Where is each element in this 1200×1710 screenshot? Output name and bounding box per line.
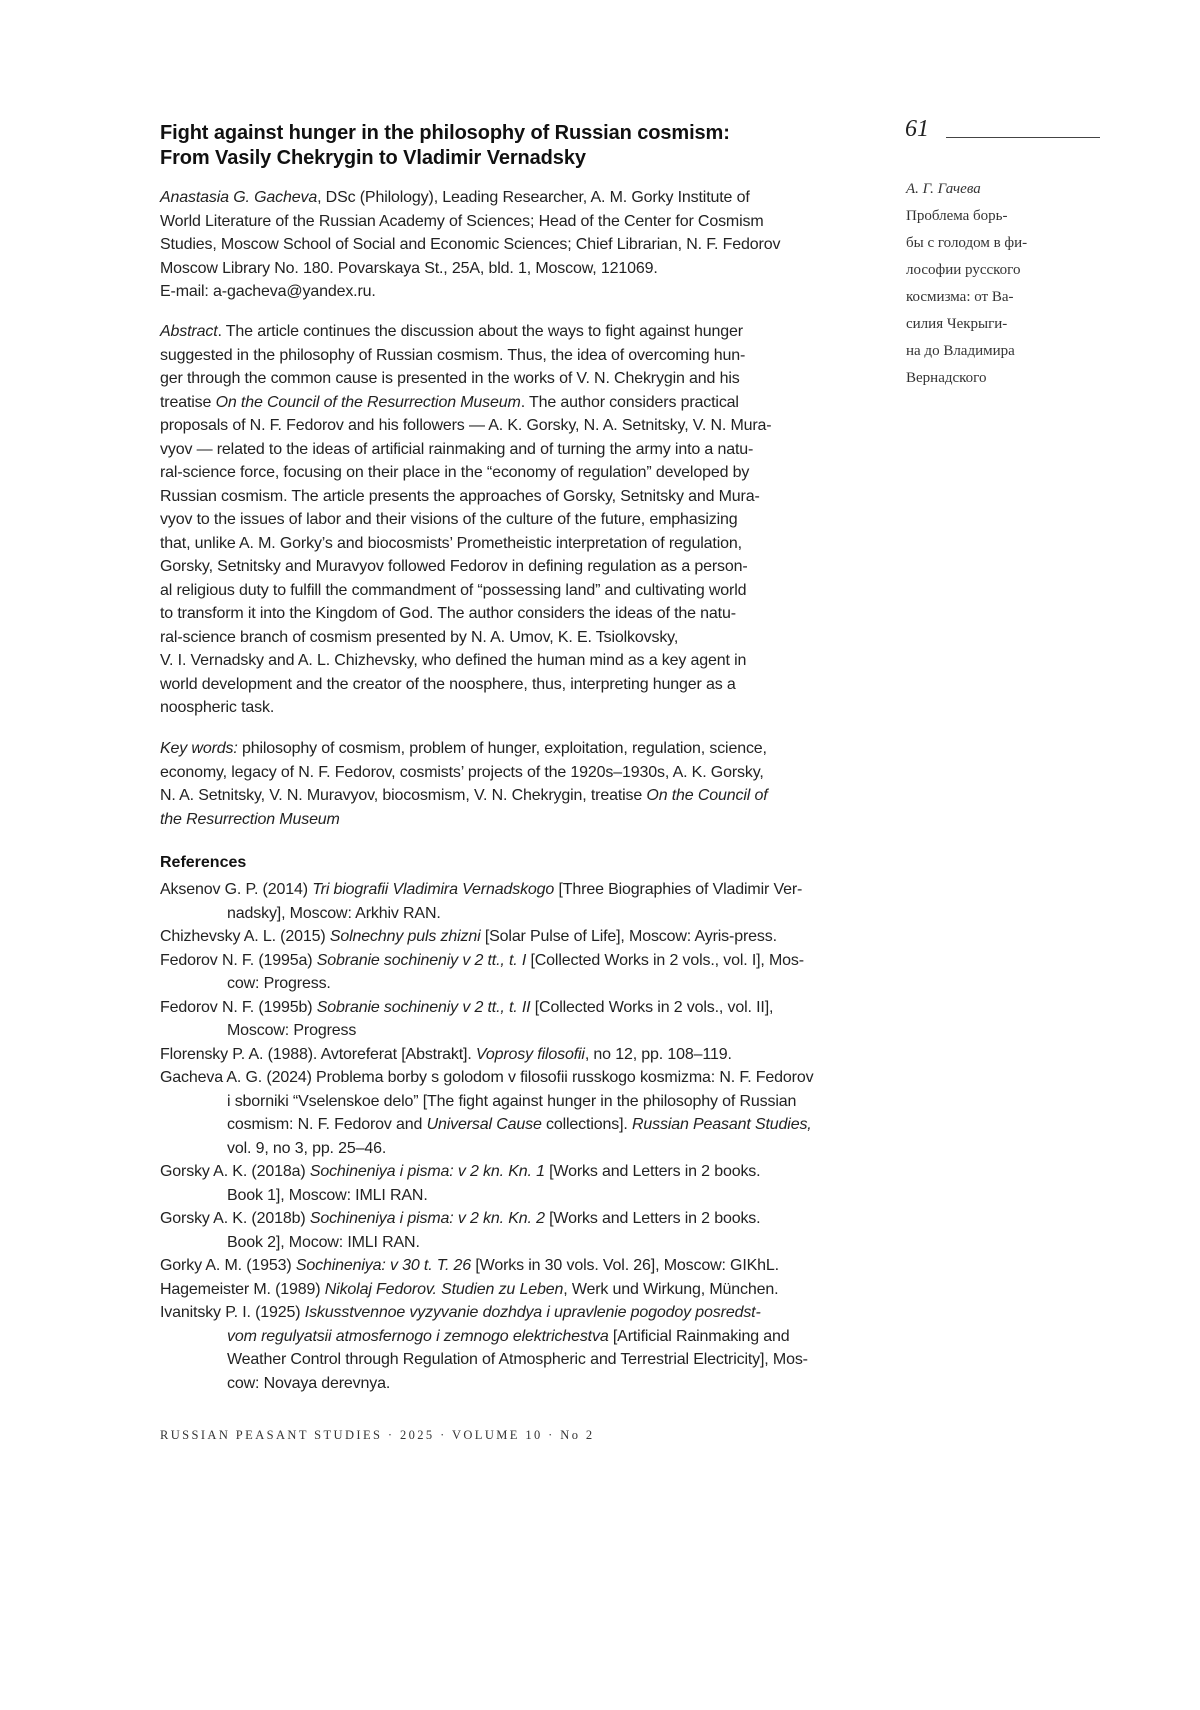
text: Russian cosmism. The article presents the approaches of Gorsky, Setnitsky and Mura- (160, 487, 760, 505)
text-line (160, 210, 890, 234)
text-line (160, 1254, 890, 1278)
text-line (160, 532, 890, 556)
text: Gacheva A. G. (2024) Problema borby s golodom v filosofii russkogo kosmizma: N. F. Fedorov (160, 1069, 814, 1086)
text-line (160, 414, 890, 438)
text: al religious duty to fulfill the commandment of “possessing land” and cultivating world (160, 581, 747, 599)
italic-text: On the Council of the Resurrection Museum (215, 393, 521, 411)
sidebar-title-line: космизма: от Ва- (906, 289, 1014, 305)
text: vyov — related to the ideas of artificial rainmaking and of turning the army into a natu- (160, 440, 754, 458)
text-line (160, 1348, 890, 1372)
text-line (160, 1113, 890, 1137)
text: vyov to the issues of labor and their visions of the culture of the future, emphasizing (160, 511, 738, 528)
journal-footer: RUSSIAN PEASANT STUDIES · 2025 · VOLUME 10 · No 2 (160, 1428, 595, 1442)
text: Fedorov N. F. (1995a) (160, 951, 317, 969)
text: Gorky A. M. (1953) (160, 1257, 296, 1274)
article-title (160, 121, 730, 171)
text: cosmism: N. F. Fedorov and (227, 1116, 427, 1133)
text: philosophy of cosmism, problem of hunger, exploitation, regulation, science, (237, 740, 767, 757)
text: Moscow: Progress (227, 1022, 357, 1039)
text-line (160, 1372, 890, 1396)
text-line (160, 1231, 890, 1255)
text-line (160, 1184, 890, 1208)
text-line (160, 626, 890, 650)
text-line (160, 280, 890, 304)
text: that, unlike A. M. Gorky’s and biocosmists’ Prometheistic interpretation of regulation, (160, 534, 742, 552)
text: E-mail: a-gacheva@yandex.ru. (160, 283, 376, 300)
italic-text: Tri biografii Vladimira Vernadskogo (312, 881, 555, 898)
text-line (160, 391, 890, 415)
text-line (160, 696, 890, 720)
text: [Collected Works in 2 vols., vol. II], (530, 998, 774, 1016)
references-heading: References (160, 854, 247, 871)
page-number: 61 (905, 116, 929, 142)
text-line (160, 461, 890, 485)
abstract (160, 320, 890, 720)
text: cow: Novaya derevnya. (227, 1374, 391, 1392)
text: Book 1], Moscow: IMLI RAN. (227, 1186, 428, 1204)
italic-text: Universal Cause (426, 1116, 542, 1133)
russian-sidebar (906, 176, 1027, 392)
text-line (160, 1325, 890, 1349)
text-line (160, 257, 890, 281)
text: ral-science branch of cosmism presented by N. A. Umov, K. E. Tsiolkovsky, (160, 628, 679, 646)
text: ger through the common cause is presented in the works of V. N. Chekrygin and his (160, 370, 740, 387)
text-line (160, 1207, 890, 1231)
italic-text: Sobranie sochineniy v 2 tt., t. II (316, 998, 531, 1016)
text: Aksenov G. P. (2014) (160, 881, 313, 898)
italic-text: Iskusstvennoe vyzyvanie dozhdya i upravlenie pogodoy posredst- (304, 1304, 761, 1321)
text: Weather Control through Regulation of Atmospheric and Terrestrial Electricity], Mos- (227, 1351, 808, 1368)
text: vol. 9, no 3, pp. 25–46. (227, 1139, 387, 1157)
reference-item (160, 1043, 890, 1067)
text: treatise (160, 393, 216, 411)
reference-item (160, 996, 890, 1043)
text-line (160, 808, 890, 832)
text: [Works and Letters in 2 books. (544, 1163, 761, 1180)
text: [Artificial Rainmaking and (608, 1327, 790, 1345)
reference-item (160, 1207, 890, 1254)
text-line (160, 1160, 890, 1184)
text: Fedorov N. F. (1995b) (160, 998, 317, 1016)
italic-text: vom regulyatsii atmosfernogo i zemnogo elektrichestva (227, 1327, 609, 1345)
text-line (160, 878, 890, 902)
italic-text: Solnechny puls zhizni (329, 928, 481, 945)
text: , Werk und Wirkung, München. (563, 1280, 779, 1298)
italic-text: Anastasia G. Gacheva (160, 189, 318, 206)
text: proposals of N. F. Fedorov and his followers — A. K. Gorsky, N. A. Setnitsky, V. N. Mura- (160, 417, 772, 434)
text-line (160, 438, 890, 462)
text-line (160, 344, 890, 368)
text: [Works and Letters in 2 books. (544, 1210, 761, 1227)
text-line (160, 784, 890, 808)
text: Chizhevsky A. L. (2015) (160, 928, 330, 945)
italic-text: Russian Peasant Studies, (631, 1116, 812, 1133)
title-line: From Vasily Chekrygin to Vladimir Vernadsky (160, 147, 586, 169)
keywords (160, 737, 890, 831)
text: Hagemeister M. (1989) (160, 1280, 325, 1298)
text-line (160, 1066, 890, 1090)
text-line (160, 649, 890, 673)
italic-text: Nikolaj Fedorov. Studien zu Leben (324, 1280, 564, 1298)
text: to transform it into the Kingdom of God. The author considers the ideas of the natu- (160, 605, 736, 622)
text: World Literature of the Russian Academy of Sciences; Head of the Center for Cosmism (160, 212, 764, 230)
author-affiliation (160, 186, 890, 304)
text-line (160, 579, 890, 603)
text: Studies, Moscow School of Social and Economic Sciences; Chief Librarian, N. F. Fedorov (160, 236, 781, 253)
italic-text: Key words: (160, 740, 238, 757)
text-line (160, 673, 890, 697)
text-line (160, 902, 890, 926)
text: Gorsky, Setnitsky and Muravyov followed Fedorov in defining regulation as a person- (160, 558, 748, 575)
header-rule (946, 137, 1100, 138)
text-line (160, 1043, 890, 1067)
text-line (160, 555, 890, 579)
text-line (160, 761, 890, 785)
text: Book 2], Mocow: IMLI RAN. (227, 1233, 420, 1251)
text-line (160, 972, 890, 996)
text: [Solar Pulse of Life], Moscow: Ayris-press. (480, 928, 777, 945)
text: suggested in the philosophy of Russian cosmism. Thus, the idea of overcoming hun- (160, 346, 746, 364)
text: cow: Progress. (227, 975, 331, 992)
text: noospheric task. (160, 699, 275, 716)
text-line (160, 996, 890, 1020)
sidebar-title-line: Вернадского (906, 370, 987, 386)
text: . The author considers practical (520, 393, 739, 411)
reference-item (160, 1254, 890, 1278)
reference-item (160, 925, 890, 949)
text: [Three Biographies of Vladimir Ver- (554, 881, 803, 898)
text: N. A. Setnitsky, V. N. Muravyov, biocosmism, V. N. Chekrygin, treatise (160, 787, 647, 804)
text-line (160, 367, 890, 391)
sidebar-title-line: силия Чекрыги- (906, 316, 1008, 332)
text-line (160, 186, 890, 210)
text: Gorsky A. K. (2018b) (160, 1210, 310, 1227)
sidebar-title-line: бы с голодом в фи- (906, 235, 1028, 251)
text-line (160, 1278, 890, 1302)
text: . The article continues the discussion about the ways to fight against hunger (217, 323, 743, 340)
text-line (160, 1301, 890, 1325)
text-line (160, 1019, 890, 1043)
text: [Collected Works in 2 vols., vol. I], Mos- (526, 951, 804, 969)
text: nadsky], Moscow: Arkhiv RAN. (227, 904, 441, 922)
reference-item (160, 1278, 890, 1302)
text: [Works in 30 vols. Vol. 26], Moscow: GIKhL. (471, 1257, 779, 1274)
text: economy, legacy of N. F. Fedorov, cosmists’ projects of the 1920s–1930s, A. K. Gorsky, (160, 763, 764, 781)
text: Ivanitsky P. I. (1925) (160, 1304, 305, 1321)
text-line (160, 508, 890, 532)
text: Moscow Library No. 180. Povarskaya St., 25A, bld. 1, Moscow, 121069. (160, 259, 658, 277)
text-line (160, 737, 890, 761)
text: Florensky P. A. (1988). Avtoreferat [Abstrakt]. (160, 1045, 476, 1063)
text: i sborniki “Vselenskoe delo” [The fight against hunger in the philosophy of Russian (227, 1092, 797, 1110)
references-list (160, 878, 890, 1395)
text-line (160, 1137, 890, 1161)
italic-text: the Resurrection Museum (160, 810, 340, 828)
reference-item (160, 949, 890, 996)
italic-text: Sochineniya i pisma: v 2 kn. Kn. 2 (309, 1210, 545, 1227)
title-line: Fight against hunger in the philosophy of Russian cosmism: (160, 122, 730, 144)
sidebar-title-line: Проблема борь- (906, 208, 1008, 224)
text-line (160, 949, 890, 973)
italic-text: On the Council of (646, 787, 768, 804)
italic-text: Sochineniya: v 30 t. T. 26 (295, 1257, 472, 1274)
text-line (160, 925, 890, 949)
text: V. I. Vernadsky and A. L. Chizhevsky, who defined the human mind as a key agent in (160, 652, 747, 669)
text: world development and the creator of the noosphere, thus, interpreting hunger as a (160, 675, 736, 693)
italic-text: Sochineniya i pisma: v 2 kn. Kn. 1 (309, 1163, 545, 1180)
reference-item (160, 1066, 890, 1160)
reference-item (160, 1301, 890, 1395)
reference-item (160, 878, 890, 925)
sidebar-title-line: на до Владимира (906, 343, 1015, 359)
text-line (160, 485, 890, 509)
sidebar-author: А. Г. Гачева (906, 181, 981, 197)
text: collections]. (541, 1116, 632, 1133)
text-line (160, 320, 890, 344)
reference-item (160, 1160, 890, 1207)
sidebar-title-line: лософии русского (906, 262, 1021, 278)
italic-text: Sobranie sochineniy v 2 tt., t. I (316, 951, 527, 969)
italic-text: Abstract (160, 323, 218, 340)
text-line (160, 233, 890, 257)
text-line (160, 602, 890, 626)
text: Gorsky A. K. (2018a) (160, 1163, 310, 1180)
italic-text: Voprosy filosofii (475, 1045, 585, 1063)
text: ral-science force, focusing on their place in the “economy of regulation” developed by (160, 464, 750, 481)
text-line (160, 1090, 890, 1114)
text: , DSc (Philology), Leading Researcher, A. M. Gorky Institute of (317, 189, 750, 206)
text: , no 12, pp. 108–119. (584, 1045, 732, 1063)
